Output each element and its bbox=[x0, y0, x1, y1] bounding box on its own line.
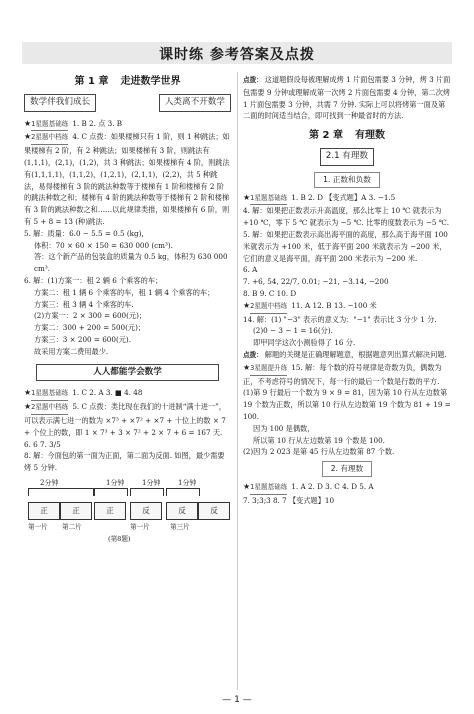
subsection-title: 1. 正数和负数 bbox=[314, 172, 380, 188]
star-icon: ★ bbox=[24, 118, 32, 128]
time-bracket bbox=[166, 488, 200, 496]
answer-line: (2)因为 2 023 是第 45 行从左边数第 87 个数. bbox=[243, 447, 395, 457]
answer-line: 6. A bbox=[243, 265, 258, 275]
chapter-heading bbox=[24, 76, 231, 88]
subsection-title: 2. 有理数 bbox=[322, 461, 372, 477]
page-header bbox=[22, 42, 452, 64]
time-label: 1分钟 bbox=[178, 478, 197, 487]
time-bracket bbox=[94, 488, 128, 496]
answer-line bbox=[243, 192, 451, 206]
answer-line: (2)0 − 3 − 1 = 16(分). bbox=[253, 326, 333, 336]
level-tag: 2星题中档练 bbox=[250, 301, 287, 314]
slice-caption: 第一片 bbox=[130, 522, 150, 531]
answer-line: 答：这个新产品的包装盒的质量为 0.5 kg，体积为 630 000 cm³. bbox=[34, 252, 228, 274]
answer-text: 这道题假设每被理解成烤 1 片面包需要 3 分钟，烤 3 片面包需要 9 分钟或理解成第一次烤 2 片面包需要 4 分钟，第二次烤 1 片面包需要 3 分钟，共需 7 分钟. 实际上可以将烤第一面及第二面的时间适当结合，即可找到一种最省时的方法. bbox=[243, 75, 451, 121]
lesson-title: 人人都能学会数学 bbox=[36, 364, 219, 382]
level-tag: 1星题基础练 bbox=[31, 119, 68, 132]
answer-line: 6. 6 7. 3/5 bbox=[24, 439, 61, 449]
answer-line: 7. +6, 54, 22/7, 0.01; −21, −3.14, −200 bbox=[243, 277, 389, 287]
answer-line: 8. 解：今面包的第一面为正面，第二面为反面. 如图，最少需要烤 5 分钟. bbox=[24, 451, 225, 473]
level-tag: 2星题中档练 bbox=[31, 132, 68, 145]
answer-line bbox=[24, 131, 231, 227]
toast-side-cell: 反 bbox=[198, 502, 230, 520]
chapter-number: 第 2 章 bbox=[309, 130, 343, 142]
answer-line: 4. 解：如果把正数表示升高温度，那么比零上 10 ℃ 就表示为 +10 ℃，零下 5 ℃ 就表示为 −5 ℃. 比零的度数表示为 −5 ℃. bbox=[243, 206, 450, 228]
time-label: 2分钟 bbox=[40, 478, 59, 487]
level-tag: 1星题基础练 bbox=[250, 482, 287, 495]
answer-text: 1. B 2. D 【变式题】A 3. −1.5 bbox=[291, 192, 396, 202]
answer-line bbox=[243, 349, 451, 362]
time-bracket bbox=[130, 488, 164, 496]
page-number: — 1 — bbox=[222, 695, 252, 705]
answer-line: 故采用方案二费用最少. bbox=[34, 346, 109, 356]
answer-line: 所以第 10 行从左边数第 19 个数是 100. bbox=[253, 435, 385, 445]
section-title: 2.1 有理数 bbox=[320, 148, 374, 166]
answer-line: 方案二：租 1 辆 6 个乘客的车，租 1 辆 4 个乘客的车； bbox=[34, 287, 215, 297]
answer-line bbox=[243, 74, 451, 122]
answer-text: 15. 解：每个数的符号规律是奇数为负，偶数为正，不考虑符号的情况下，每一行的最后一个数是行数的平方. bbox=[243, 362, 442, 386]
answer-line: 方案三：租 3 辆 4 个乘客的车. bbox=[34, 299, 134, 309]
star-icon: ★ bbox=[24, 132, 32, 142]
answer-text: 5. C 点拨：类比现在我们的十进制“满十进一”，可以表示满七进一的数为 ×7³ + ×7² + ×7 + 十位上的数 × 7 + 个位上的数，即 1 × 7³ + 3 × 7² + 2 × 7 + 6 = 167 天. bbox=[24, 402, 226, 437]
lesson-title: 数学伴我们成长 bbox=[24, 94, 96, 112]
answer-line: 体积：70 × 60 × 150 = 630 000 (cm³). bbox=[34, 240, 173, 250]
chapter-heading bbox=[243, 130, 451, 142]
answer-line bbox=[24, 118, 231, 132]
answer-line: 因为 100 是偶数， bbox=[253, 423, 315, 433]
chapter-number: 第 1 章 bbox=[74, 76, 109, 87]
right-column bbox=[243, 74, 451, 507]
time-bracket bbox=[28, 488, 94, 496]
slice-caption: 第二片 bbox=[62, 522, 82, 531]
time-label: 1分钟 bbox=[106, 478, 125, 487]
figure-caption: (第8题) bbox=[108, 534, 131, 543]
answer-text: 1. B 2. 点 3. B bbox=[72, 118, 123, 128]
toast-side-cell: 正 bbox=[28, 502, 60, 520]
chapter-title: 有理数 bbox=[354, 130, 385, 142]
answer-line: 7. 3;3;3 8. 7 【变式题】10 bbox=[243, 495, 335, 505]
column-divider bbox=[237, 72, 238, 690]
star-icon: ★ bbox=[243, 192, 251, 202]
toast-side-cell: 反 bbox=[166, 502, 198, 520]
toast-side-cell: 正 bbox=[60, 502, 92, 520]
answer-text: 1. C 2. A 3. ■ 4. 48 bbox=[72, 388, 143, 398]
answer-line: 5. 解：如果把正数表示高出海平面的高度，那么高于海平面 100 米就表示为 +100 米，低于海平面 200 米就表示为 −200 米，它们的意义是海平面，海平面 200 米表示为 −200 米. bbox=[243, 229, 448, 263]
star-icon: ★ bbox=[24, 402, 32, 412]
toast-diagram bbox=[24, 478, 231, 548]
answer-line: (1)第 9 行最后一个数为 9 × 9 = 81，因为第 10 行从左边数第 19 个数为正数，所以第 10 行从左边数第 19 个数为 81 + 19 = 100. bbox=[243, 388, 451, 421]
note-label: 点拨： bbox=[243, 350, 263, 359]
lesson-row bbox=[24, 94, 231, 112]
answer-line: 5. 解：质量：6.0 − 5.5 = 0.5 (kg)， bbox=[24, 228, 149, 238]
answer-line: 8. B 9. C 10. D bbox=[243, 288, 297, 298]
chapter-title: 走进数学世界 bbox=[120, 76, 181, 87]
star-icon: ★ bbox=[243, 300, 251, 310]
answer-line bbox=[243, 300, 451, 314]
level-tag: 2星题中档练 bbox=[31, 402, 68, 415]
answer-line: 即甲同学这次小测验得了 16 分. bbox=[253, 338, 356, 348]
answer-line: 14. 解：(1) "−3" 表示的意义为："−1" 表示比 3 分少 1 分. bbox=[243, 314, 437, 324]
slice-caption: 第三片 bbox=[170, 522, 190, 531]
star-icon: ★ bbox=[243, 481, 251, 491]
level-tag: 3星题提升练 bbox=[250, 363, 287, 376]
answer-line bbox=[24, 387, 231, 401]
time-label: 1分钟 bbox=[142, 478, 161, 487]
level-tag: 1星题基础练 bbox=[250, 193, 287, 206]
answer-text: 4. C 点拨：如果楼梯只有 1 阶，则 1 种跳法；如果楼梯有 2 阶，有 2 种跳法；如果楼梯有 3 阶，则跳法有(1,1,1)，(2,1)，(1,2)，共 3 种跳法；如果楼梯有 4 阶，则跳法有(1,1,1,1)，(1,1,2)，(1,2,1)，(2,1,1)，(2,2)，共 5 种跳法，易得楼梯有 3 阶的跳法种数等于楼梯有 1 阶和楼梯有 2 阶的跳法种数之和；楼梯有 4 阶的跳法种数等于楼梯有 2 阶和楼梯有 3 阶的跳法种数之和……以此规律类推，如果楼梯有 6 阶，则有 5 + 8 = 13 (种)跳法. bbox=[24, 132, 230, 226]
lesson-title: 人类离不开数学 bbox=[159, 94, 231, 112]
answer-line: 6. 解：(1)方案一：租 2 辆 6 个乘客的车； bbox=[24, 275, 163, 285]
page-title: 课时练 参考答案及点拨 bbox=[159, 47, 315, 63]
answer-line: 方案三：3 × 200 = 600(元). bbox=[34, 334, 132, 344]
answer-text: 解题的关键是正确理解题意，根据题意列出算式解决问题. bbox=[264, 349, 447, 359]
answer-text: 1. A 2. D 3. C 4. D 5. A bbox=[291, 481, 374, 491]
level-tag: 1星题基础练 bbox=[31, 388, 68, 401]
left-column bbox=[24, 74, 231, 548]
answer-text: 11. A 12. B 13. −100 米 bbox=[291, 300, 377, 310]
toast-side-cell: 反 bbox=[130, 502, 162, 520]
answer-line: 方案二：300 + 200 = 500(元)； bbox=[34, 323, 146, 333]
toast-side-cell: 正 bbox=[94, 502, 126, 520]
answer-line bbox=[243, 481, 451, 495]
note-label: 点拨： bbox=[243, 76, 263, 84]
slice-caption: 第一片 bbox=[28, 522, 48, 531]
answer-line: (2)方案一：2 × 300 = 600(元)； bbox=[34, 311, 147, 321]
star-icon: ★ bbox=[243, 362, 251, 372]
star-icon: ★ bbox=[24, 388, 32, 398]
answer-line bbox=[24, 401, 231, 438]
answer-line bbox=[243, 362, 451, 388]
